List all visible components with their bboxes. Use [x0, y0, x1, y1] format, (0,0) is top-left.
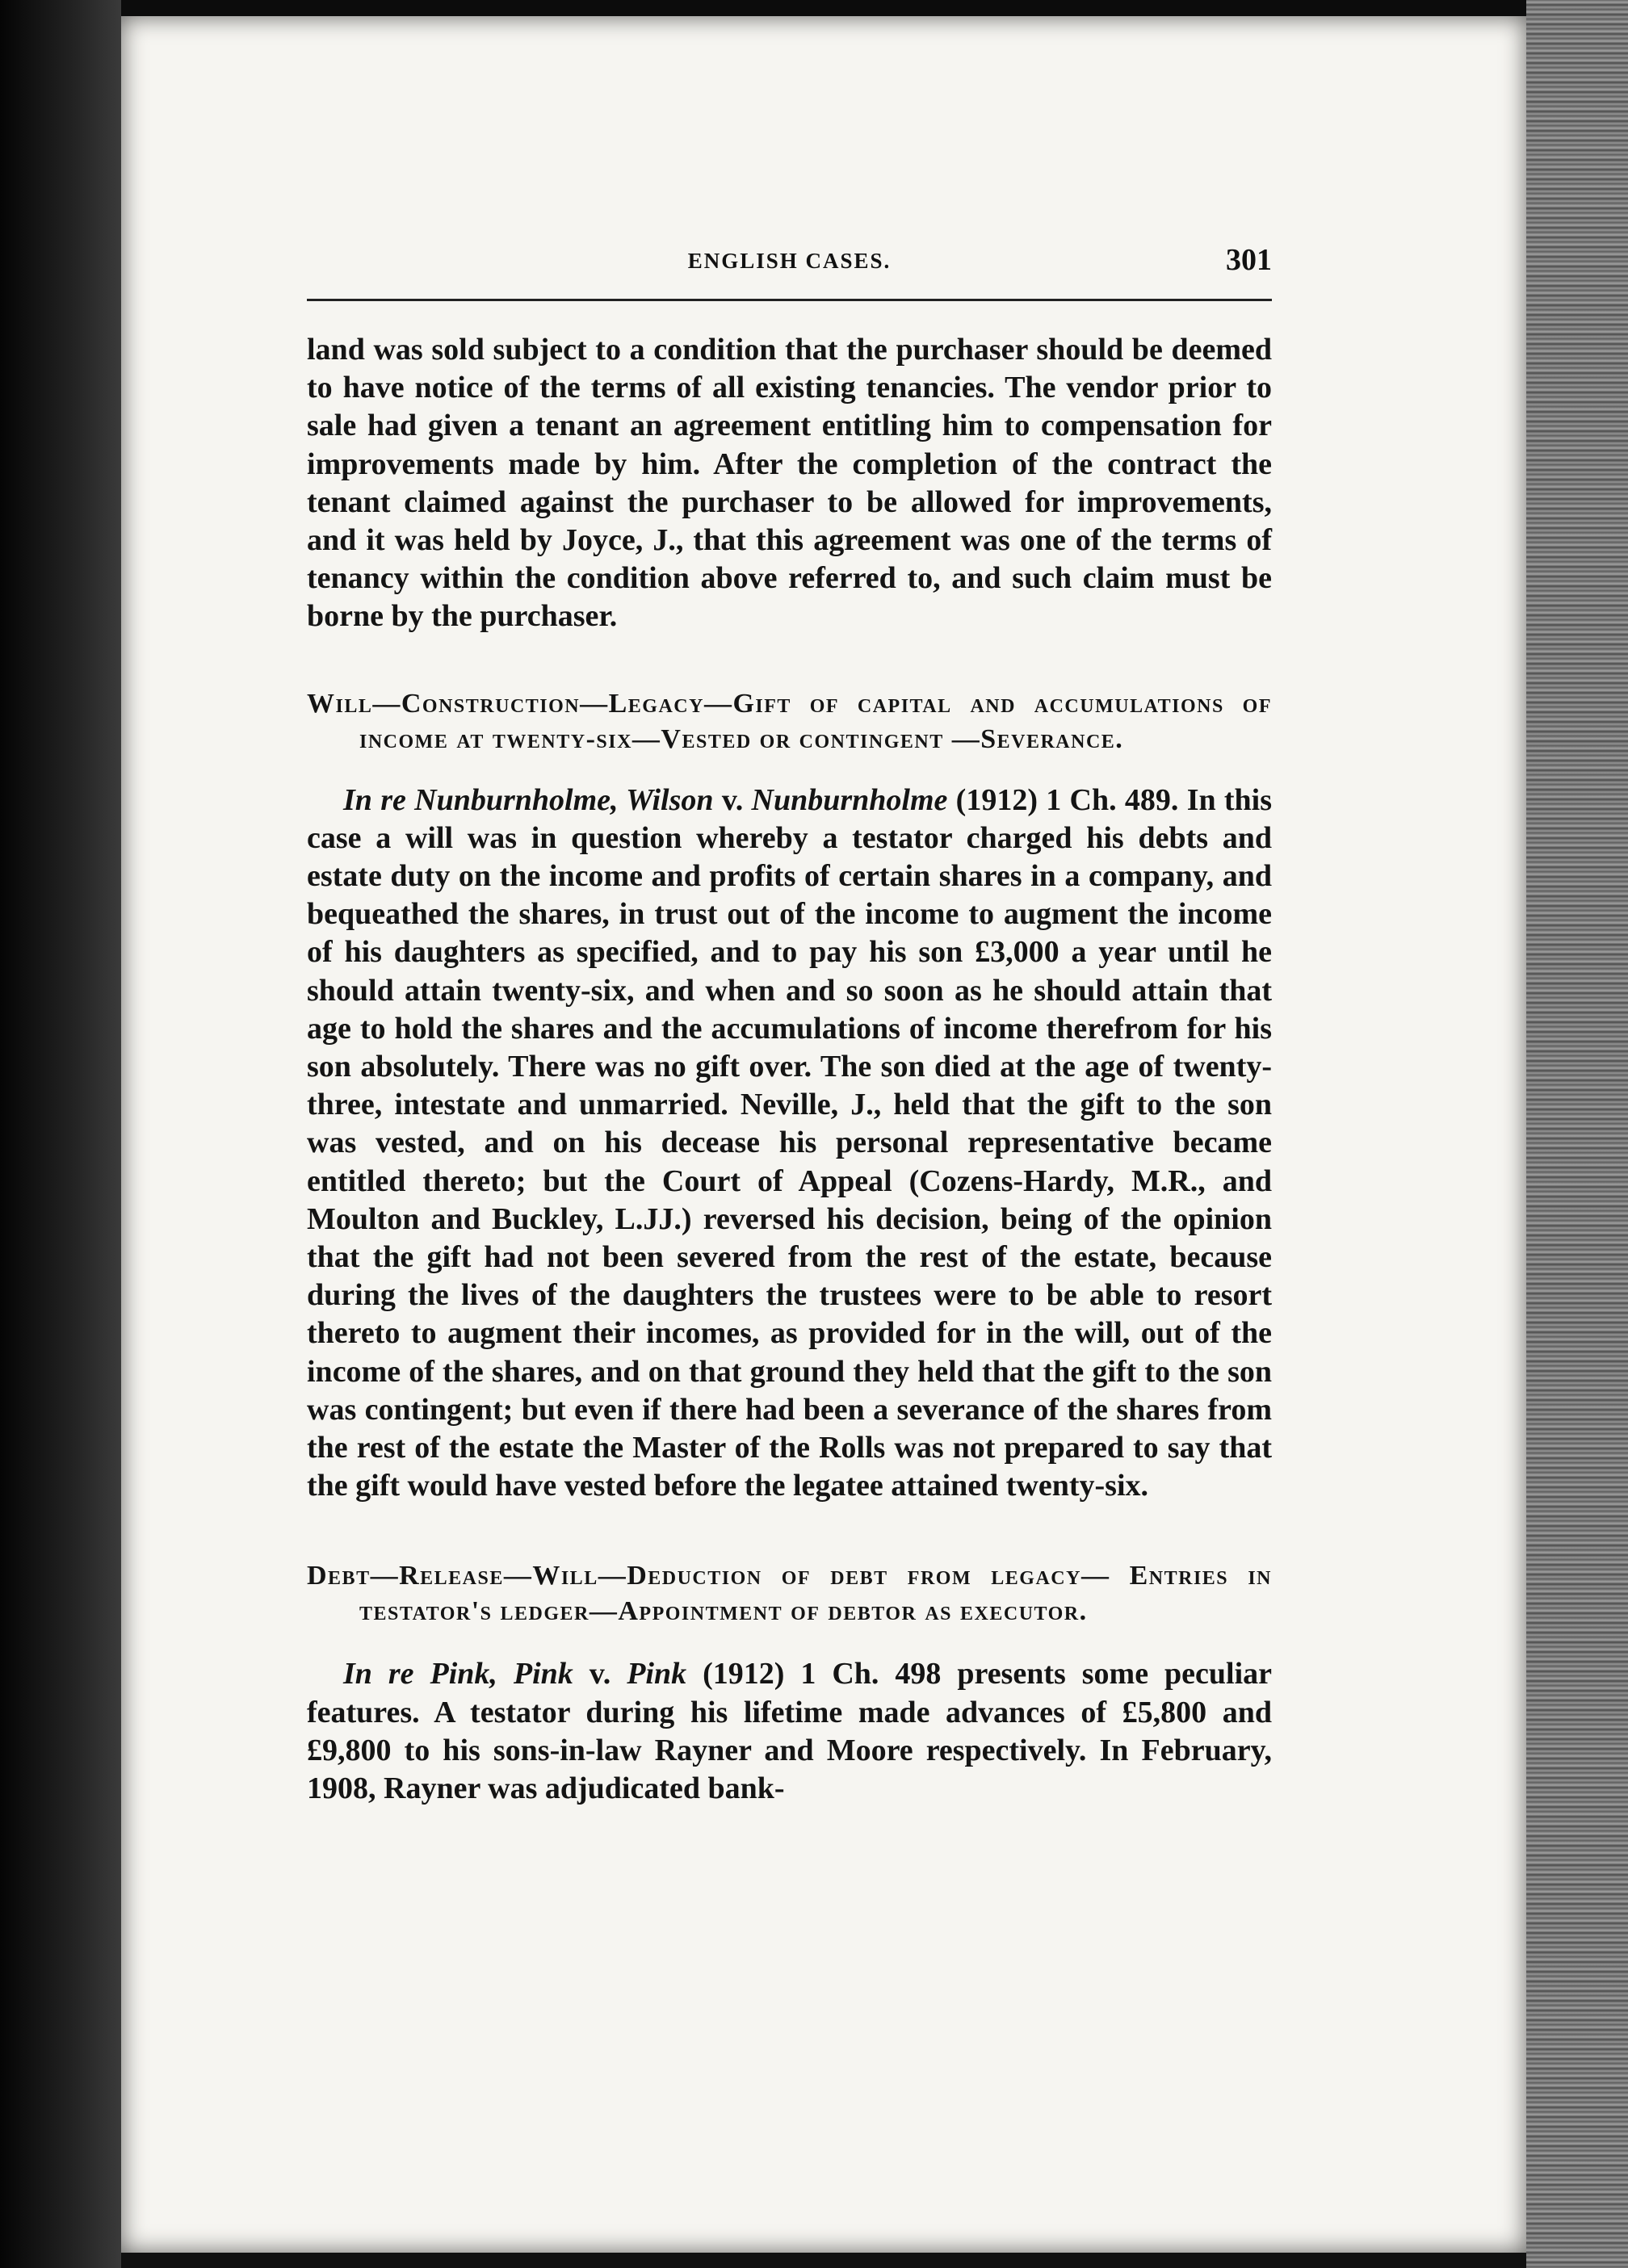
scan-top-edge — [0, 0, 1628, 18]
case-text: presents some peculiar features. A testator during his lifetime made advances of £5,800 and £9,800 to his sons-in-law Rayner and Moore respectively. In February, 1908, Rayner was adjudicated bank- — [307, 1657, 1273, 1806]
page-body — [307, 331, 1272, 1808]
case-citation: (1912) 1 Ch. 498 — [703, 1657, 942, 1692]
scan-left-edge — [0, 0, 121, 2268]
case-heading-pink: Debt—Release—Will—Deduction of debt from legacy— Entries in testator's ledger—Appointment of debtor as executor. — [307, 1561, 1272, 1627]
case-versus: v. — [589, 1657, 611, 1692]
case-citation: (1912) 1 Ch. 489. — [955, 782, 1179, 817]
case-versus: v. — [721, 782, 744, 817]
page-stack-edge — [1526, 0, 1628, 2268]
case-name: In re Pink, Pink — [343, 1657, 573, 1692]
case-text: In this case a will was in question whereby a testator charged his debts and estate duty on the income and profits of certain shares in a company, and bequeathed the shares, in trust out of the income to augment the income of his daughters as specified, and to pay his son £3,000 a year until he should attain twenty-six, and when and so soon as he should attain that age to hold the shares and the accumulations of income therefrom for his son absolutely. There was no gift over. The son died at the age of twenty-three, intestate and unmarried. Neville, J., held that the gift to the son was vested, and on his decease his personal representative became entitled thereto; but the Court of Appeal (Cozens-Hardy, M.R., and Moulton and Buckley, L.JJ.) reversed his decision, being of the opinion that the gift had not been severed from the rest of the estate, because during the lives of the daughters the trustees were to be able to resort thereto to augment their incomes, as provided for in the will, out of the income of the shares, and on that ground they held that the gift to the son was contingent; but even if there had been a severance of the shares from the rest of the estate the Master of the Rolls was not prepared to say that the gift would have vested before the legatee attained twenty-six. — [307, 782, 1273, 1503]
header-rule — [307, 299, 1272, 301]
case-paragraph-nunburnholme — [307, 782, 1272, 1506]
continued-paragraph: land was sold subject to a condition that the purchaser should be deemed to have notice of the terms of all existing tenancies. The vendor prior to sale had given a tenant an agreement entitling him to compensation for improvements made by him. After the completion of the contract the tenant claimed against the purchaser to be allowed for improvements, and it was held by Joyce, J., that this agreement was one of the terms of tenancy within the condition above referred to, and such claim must be borne by the purchaser. — [307, 333, 1272, 634]
case-name: In re Nunburnholme, Wilson — [343, 782, 714, 817]
page-number: 301 — [1226, 243, 1272, 277]
case-defendant: Pink — [627, 1657, 687, 1692]
case-defendant: Nunburnholme — [751, 782, 948, 817]
running-title: ENGLISH CASES. — [687, 249, 892, 273]
running-head — [307, 242, 1272, 283]
case-heading-nunburnholme: Will—Construction—Legacy—Gift of capital and accumulations of income at twenty-six—Vested or contingent —Severance. — [307, 688, 1272, 754]
case-paragraph-pink — [307, 1655, 1272, 1808]
